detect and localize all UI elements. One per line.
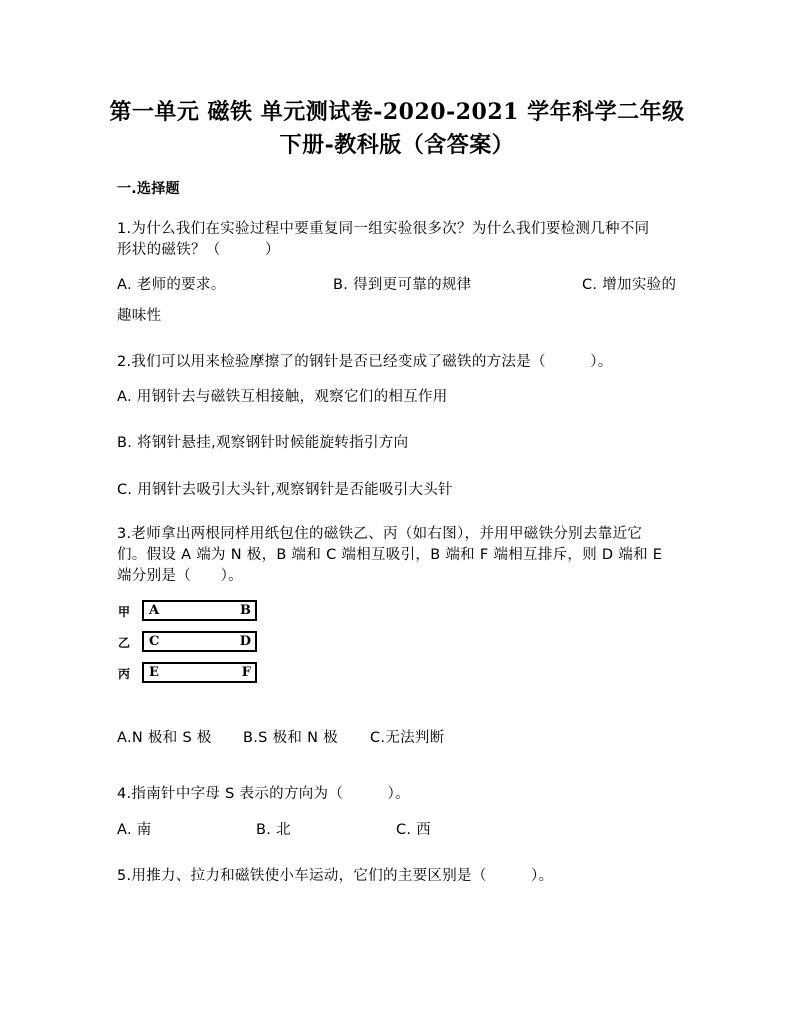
question-3-option-c: C.无法判断: [370, 730, 445, 746]
question-3-stem-line1: 3.老师拿出两根同样用纸包住的磁铁乙、丙（如右图），并用甲磁铁分别去靠近它: [117, 526, 643, 542]
magnet-bing-left-end: E: [149, 665, 159, 680]
section-heading: 一.选择题: [117, 181, 180, 197]
magnet-diagram: [118, 600, 263, 690]
question-5-stem: 5.用推力、拉力和磁铁使小车运动，它们的主要区别是（ ）。: [117, 868, 554, 884]
magnet-jia: [118, 600, 263, 624]
question-3-option-a: A.N 极和 S 极: [117, 730, 212, 746]
magnet-bing-label: 丙: [118, 667, 131, 681]
magnet-bing: [118, 662, 263, 686]
magnet-jia-label: 甲: [118, 605, 131, 619]
magnet-yi-left-end: C: [149, 634, 160, 649]
question-4-stem: 4.指南针中字母 S 表示的方向为（ ）。: [117, 786, 410, 802]
question-2-option-a: A. 用钢针去与磁铁互相接触，观察它们的相互作用: [117, 389, 448, 405]
question-1-stem-line1: 1.为什么我们在实验过程中要重复同一组实验很多次？为什么我们要检测几种不同: [117, 221, 650, 237]
magnet-yi-bar: [142, 631, 257, 652]
question-1-stem-line2: 形状的磁铁？（ ）: [117, 242, 280, 258]
question-4-option-a: A. 南: [117, 822, 152, 838]
magnet-bing-bar: [142, 662, 257, 683]
question-2-stem: 2.我们可以用来检验摩擦了的钢针是否已经变成了磁铁的方法是（ ）。: [117, 354, 613, 370]
question-2-option-c: C. 用钢针去吸引大头针,观察钢针是否能吸引大头针: [117, 482, 453, 498]
magnet-bing-right-end: F: [241, 665, 251, 680]
magnet-yi: [118, 631, 263, 655]
magnet-yi-label: 乙: [118, 636, 131, 650]
question-4-option-b: B. 北: [256, 822, 291, 838]
question-4-option-c: C. 西: [396, 822, 432, 838]
question-1-option-c-continued: 趣味性: [117, 308, 162, 324]
question-1-option-b: B. 得到更可靠的规律: [333, 277, 472, 293]
question-3-stem-line2: 们。假设 A 端为 N 极，B 端和 C 端相互吸引，B 端和 F 端相互排斥，则 D 端和 E: [117, 547, 663, 563]
exam-title-line1: 第一单元 磁铁 单元测试卷-2020-2021 学年科学二年级: [109, 99, 685, 125]
magnet-jia-left-end: A: [149, 603, 160, 618]
question-3-option-b: B.S 极和 N 极: [243, 730, 338, 746]
magnet-jia-right-end: B: [240, 603, 251, 618]
exam-title-line2: 下册-教科版（含答案）: [279, 132, 515, 158]
question-2-option-b: B. 将钢针悬挂,观察钢针时候能旋转指引方向: [117, 435, 409, 451]
magnet-jia-bar: [142, 600, 257, 621]
question-1-option-c: C. 增加实验的: [582, 277, 677, 293]
magnet-yi-right-end: D: [239, 634, 251, 649]
question-3-stem-line3: 端分别是（ ）。: [117, 568, 243, 584]
question-1-option-a: A. 老师的要求。: [117, 277, 226, 293]
